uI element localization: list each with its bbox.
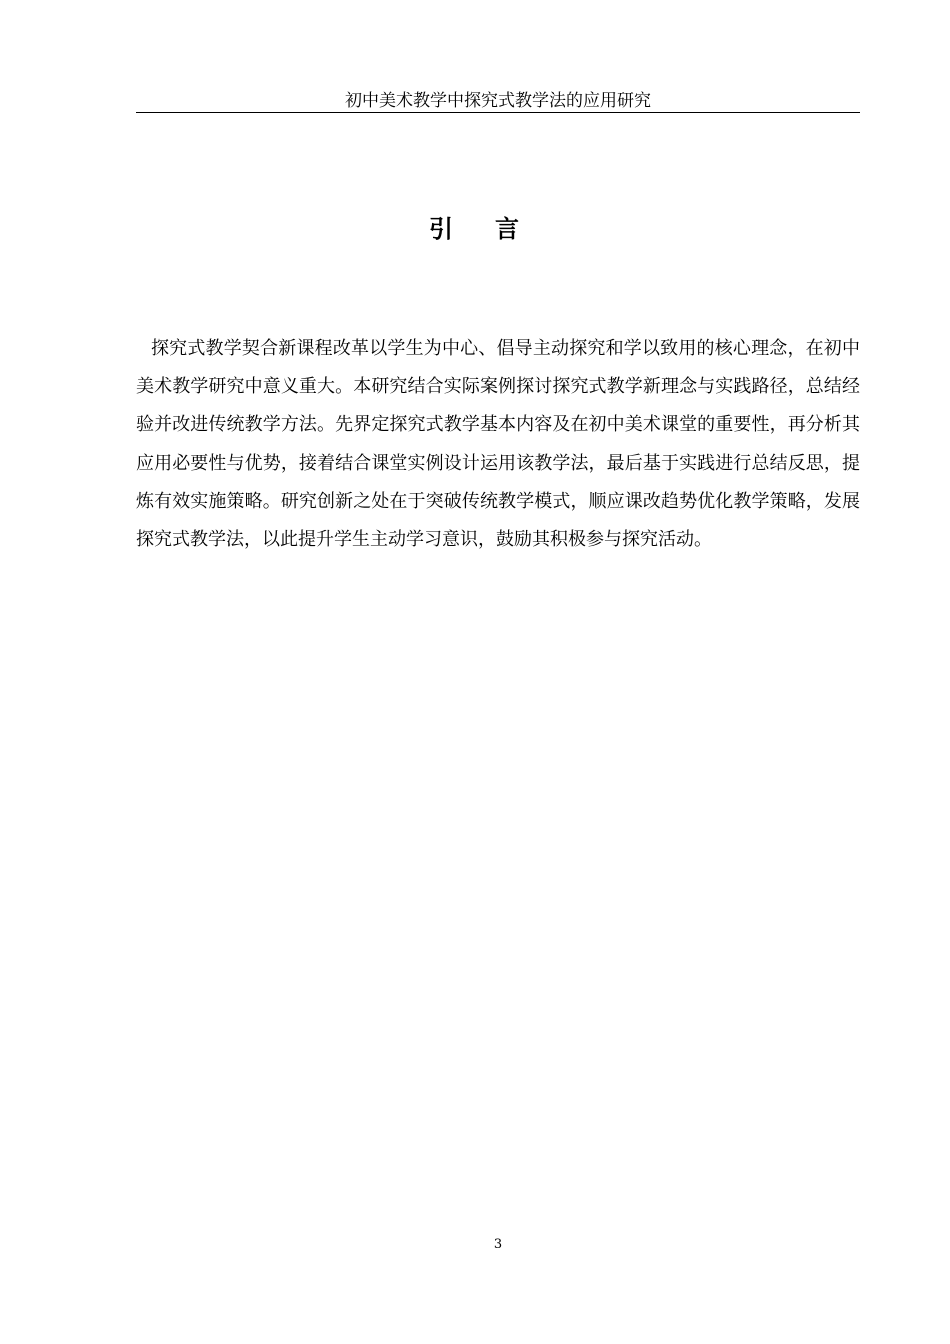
running-header: 初中美术教学中探究式教学法的应用研究 bbox=[136, 90, 860, 113]
page-number: 3 bbox=[493, 1237, 503, 1252]
body-paragraph: 探究式教学契合新课程改革以学生为中心、倡导主动探究和学以致用的核心理念，在初中美术教学研究中意义重大。本研究结合实际案例探讨探究式教学新理念与实践路径，总结经验并改进传统教学方法。先界定探究式教学基本内容及在初中美术课堂的重要性，再分析其应用必要性与优势，接着结合课堂实例设计运用该教学法，最后基于实践进行总结反思，提炼有效实施策略。研究创新之处在于突破传统教学模式，顺应课改趋势优化教学策略，发展探究式教学法，以此提升学生主动学习意识，鼓励其积极参与探究活动。 bbox=[136, 338, 860, 551]
chapter-title: 引言 bbox=[429, 215, 561, 244]
